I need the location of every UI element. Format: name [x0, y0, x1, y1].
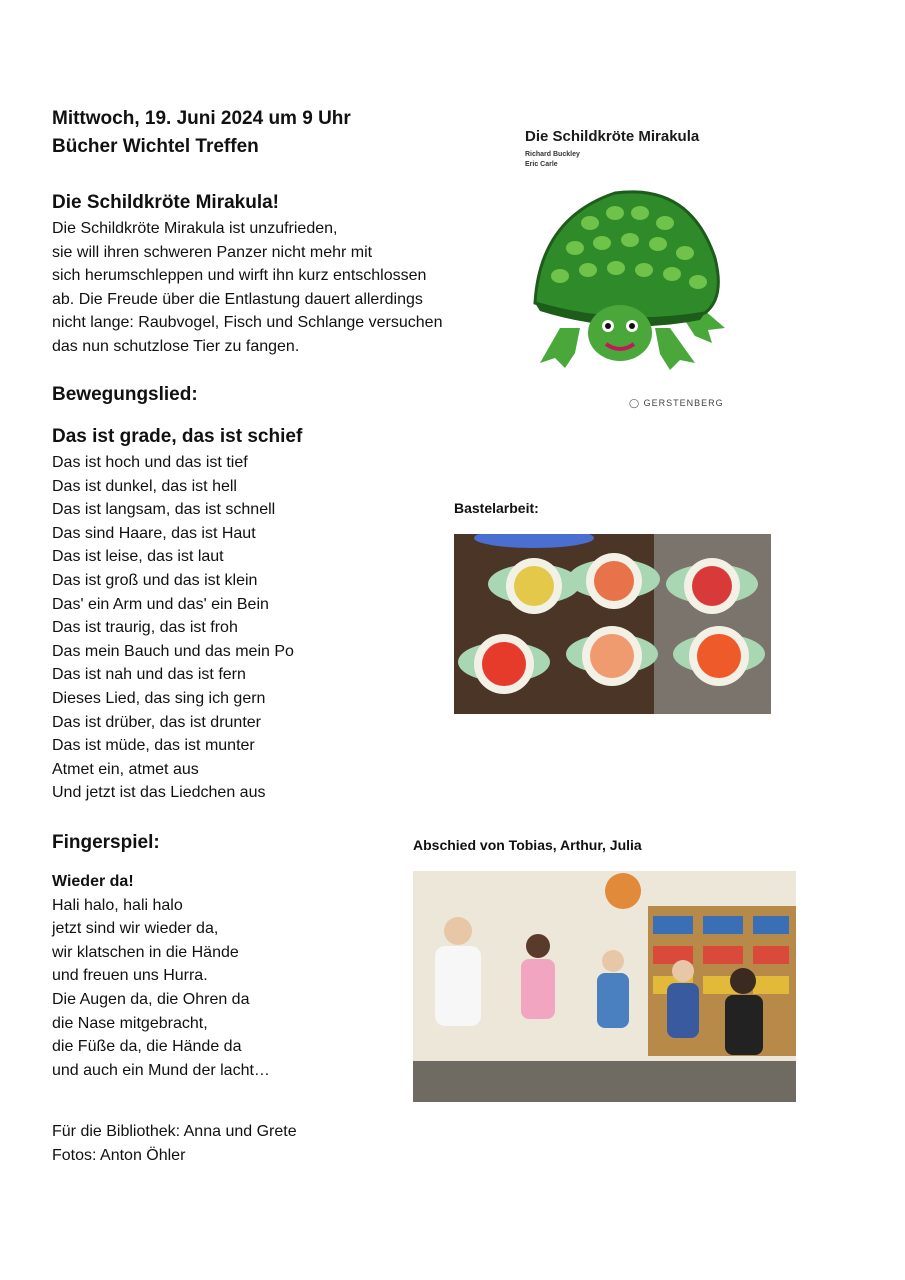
- fingerplay-line: Die Augen da, die Ohren da: [52, 990, 250, 1008]
- lyric-line: Das ist langsam, das ist schnell: [52, 501, 276, 519]
- song-lyrics: [52, 451, 302, 805]
- fingerplay-line: Hali halo, hali halo: [52, 896, 183, 914]
- book-heading: Die Schildkröte Mirakula!: [52, 192, 280, 213]
- library-credit: Für die Bibliothek: Anna und Grete: [52, 1123, 297, 1140]
- turtle-illustration: [520, 178, 730, 378]
- description-line: sie will ihren schweren Panzer nicht mehr mit: [52, 243, 373, 261]
- credits: [52, 1120, 297, 1167]
- fingerplay-line: die Nase mitgebracht,: [52, 1014, 208, 1032]
- song-section: [52, 381, 302, 805]
- craft-caption: Bastelarbeit:: [454, 500, 539, 516]
- fingerplay-line: jetzt sind wir wieder da,: [52, 920, 219, 938]
- song-title: Das ist grade, das ist schief: [52, 426, 303, 447]
- lyric-line: Das ist leise, das ist laut: [52, 548, 224, 566]
- fingerplay-line: und freuen uns Hurra.: [52, 967, 208, 985]
- event-date: Mittwoch, 19. Juni 2024 um 9 Uhr: [52, 108, 351, 129]
- publisher-name: GERSTENBERG: [643, 398, 724, 408]
- turtle-leg: [540, 328, 580, 368]
- cover-author: Eric Carle: [525, 161, 558, 168]
- lyric-line: Das ist groß und das ist klein: [52, 571, 258, 589]
- farewell-photo: [413, 871, 796, 1102]
- book-description: [52, 217, 442, 359]
- description-line: ab. Die Freude über die Entlastung dauert allerdings: [52, 290, 423, 308]
- lyric-line: Das' ein Arm und das' ein Bein: [52, 595, 269, 613]
- lyric-line: Das ist müde, das ist munter: [52, 737, 255, 755]
- fingerplay-lyrics: [52, 894, 270, 1083]
- description-line: sich herumschleppen und wirft ihn kurz entschlossen: [52, 267, 427, 285]
- lyric-line: Das ist traurig, das ist froh: [52, 619, 238, 637]
- lyric-line: Das ist drüber, das ist drunter: [52, 713, 261, 731]
- turtle-head: [588, 305, 652, 361]
- song-label: Bewegungslied:: [52, 384, 198, 405]
- fingerplay-label: Fingerspiel:: [52, 832, 160, 853]
- lyric-line: Das mein Bauch und das mein Po: [52, 642, 294, 660]
- book-section: [52, 189, 442, 359]
- lyric-line: Das ist dunkel, das ist hell: [52, 477, 237, 495]
- fingerplay-line: wir klatschen in die Hände: [52, 943, 239, 961]
- fingerplay-line: und auch ein Mund der lacht…: [52, 1061, 270, 1079]
- book-cover-image: [505, 118, 735, 418]
- cover-publisher: ◯ GERSTENBERG: [629, 398, 724, 408]
- lyric-line: Atmet ein, atmet aus: [52, 760, 199, 778]
- lyric-line: Dieses Lied, das sing ich gern: [52, 689, 266, 707]
- event-title: Bücher Wichtel Treffen: [52, 136, 259, 157]
- lyric-line: Das sind Haare, das ist Haut: [52, 524, 256, 542]
- craft-turtles-illustration: [454, 534, 771, 714]
- cover-title: Die Schildkröte Mirakula: [525, 128, 700, 145]
- fingerplay-line: die Füße da, die Hände da: [52, 1038, 242, 1056]
- lyric-line: Und jetzt ist das Liedchen aus: [52, 784, 266, 802]
- event-header: [52, 105, 351, 161]
- farewell-caption: Abschied von Tobias, Arthur, Julia: [413, 837, 642, 853]
- description-line: Die Schildkröte Mirakula ist unzufrieden,: [52, 220, 338, 237]
- craft-photo: [454, 534, 771, 714]
- fingerplay-title: Wieder da!: [52, 873, 134, 890]
- fingerplay-section: [52, 829, 270, 1082]
- group-photo-illustration: [413, 871, 796, 1102]
- description-line: das nun schutzlose Tier zu fangen.: [52, 337, 300, 355]
- lyric-line: Das ist hoch und das ist tief: [52, 454, 248, 471]
- cover-author: Richard Buckley: [525, 151, 580, 158]
- photo-credit: Fotos: Anton Öhler: [52, 1146, 186, 1164]
- turtle-leg: [655, 328, 695, 370]
- description-line: nicht lange: Raubvogel, Fisch und Schlange versuchen: [52, 314, 443, 332]
- lyric-line: Das ist nah und das ist fern: [52, 666, 246, 684]
